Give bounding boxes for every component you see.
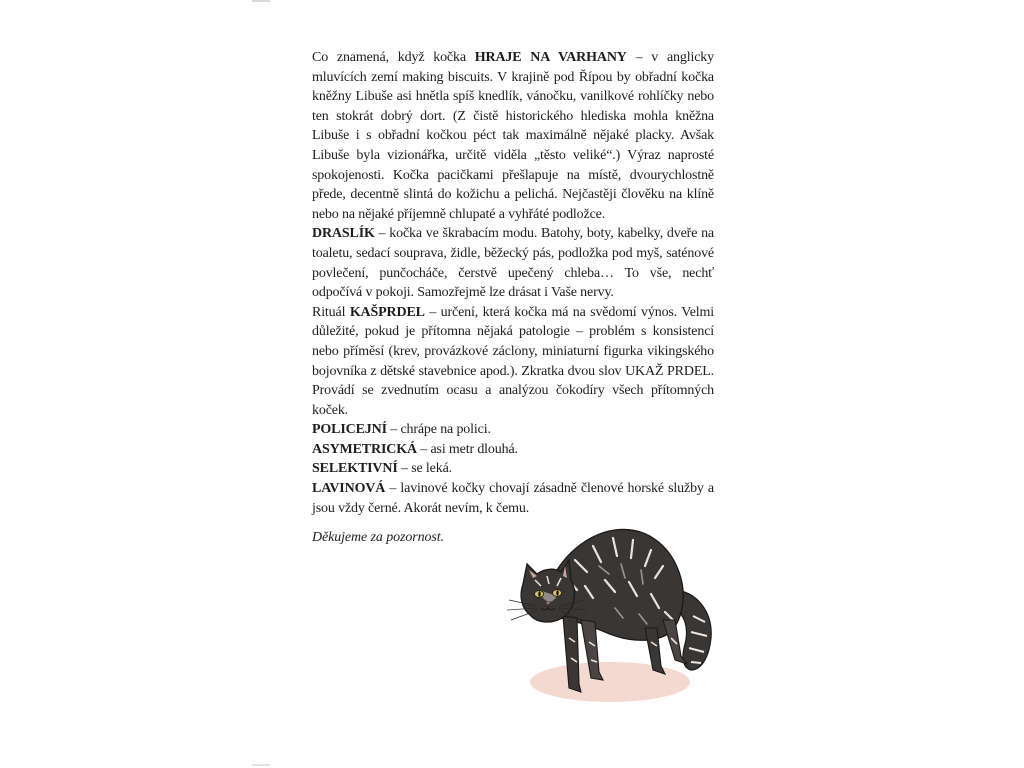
glossary-term: HRAJE NA VARHANY: [474, 50, 627, 65]
glossary-term: KAŠPRDEL: [349, 304, 425, 320]
cat-head: [521, 560, 574, 622]
page-bottom-mark: [252, 764, 270, 766]
glossary-text: [312, 48, 714, 518]
glossary-entry-hraje-na-varhany: Co znamená, když kočka HRAJE NA VARHANY – v anglicky mluvících zemí making biscuits. V krajině pod Řípou by obřadní kočka kněžny Libuše asi hnětla spíš knedlík, vánočku, vanilkové rohlíčky nebo ten stokrát dobrý dort. (Z čistě historického hlediska mohla kněžna Libuše i s obřadní kočkou péct tak maximálně nějaké placky. Avšak Libuše byla vizionářka, určitě viděla „těsto veliké“.) Výraz naprosté spokojenosti. Kočka pacičkami přešlapuje na místě, dvourychlostně přede, decentně slintá do kožichu a pelichá. Nejčastěji člověku na klíně nebo na nějaké příjemně chlupaté a vyhřáté podložce.: [312, 50, 714, 222]
page-corner-mark: [252, 0, 270, 2]
cat-illustration: [505, 520, 720, 705]
glossary-entry-selektivni: SELEKTIVNÍ – se leká.: [312, 461, 452, 477]
cat-arched-back-icon: [505, 520, 720, 705]
glossary-term: SELEKTIVNÍ: [312, 461, 398, 477]
glossary-entry-asymetricka: ASYMETRICKÁ – asi metr dlouhá.: [312, 441, 518, 457]
glossary-entry-policejni: POLICEJNÍ – chrápe na polici.: [312, 422, 491, 438]
glossary-term: POLICEJNÍ: [312, 422, 387, 438]
signoff-text: Děkujeme za pozornost.: [312, 530, 444, 545]
glossary-entry-kasprdel: Rituál KAŠPRDEL – určení, která kočka má na svědomí výnos. Velmi důležité, pokud je přítomna nějaká patologie – problém s konsistencí nebo příměsí (krev, provázkové záclony, miniaturní figurka vikingského bojovníka z dětské stavebnice apod.). Zkratka dvou slov UKAŽ PRDEL. Provádí se zvednutím ocasu a analýzou čokodíry všech přítomných koček.: [312, 304, 715, 418]
glossary-term: ASYMETRICKÁ: [312, 441, 417, 457]
glossary-term: LAVINOVÁ: [312, 481, 386, 497]
glossary-entry-lavinova: LAVINOVÁ – lavinové kočky chovají zásadně členové horské služby a jsou vždy černé. Akorát nevím, k čemu.: [312, 481, 714, 516]
glossary-entry-draslik: DRASLÍK – kočka ve škrabacím modu. Batohy, boty, kabelky, dveře na toaletu, sedací souprava, židle, běžecký pás, podložka pod myš, saténové povlečení, punčocháče, čerstvě upečený chleba… To vše, nechť odpočívá v pokoji. Samozřejmě lze drásat i Vaše nervy.: [312, 226, 714, 301]
glossary-term: DRASLÍK: [312, 226, 375, 242]
cat-shadow: [530, 662, 690, 702]
